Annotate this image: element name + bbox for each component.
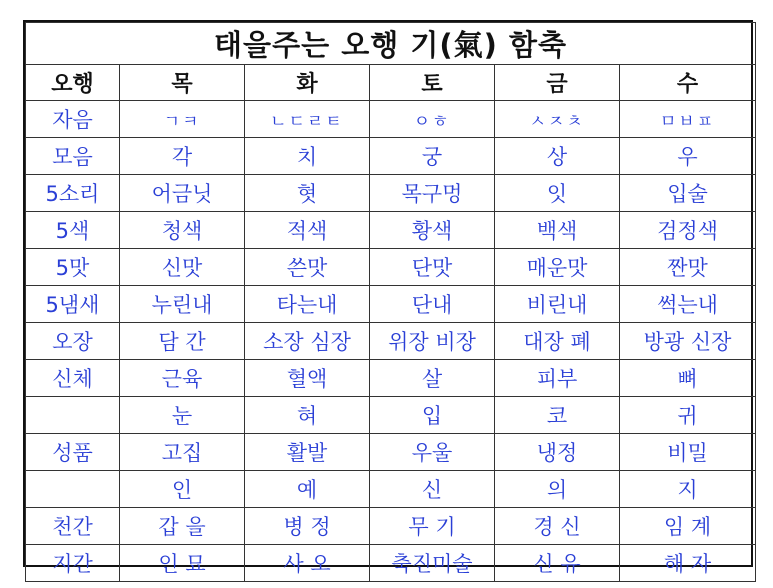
header-cell-wood: 목 xyxy=(120,65,245,101)
table-cell: 우울 xyxy=(370,434,495,471)
table-cell: ㄴㄷㄹㅌ xyxy=(245,101,370,138)
table-cell: 무 기 xyxy=(370,508,495,545)
table-cell: 갑 을 xyxy=(120,508,245,545)
table-row xyxy=(26,212,756,249)
table-cell: 목구멍 xyxy=(370,175,495,212)
row-label xyxy=(26,471,120,508)
table-cell: 치 xyxy=(245,138,370,175)
table-cell: 짠맛 xyxy=(620,249,756,286)
table-cell: 냉정 xyxy=(495,434,620,471)
table-cell: 축진미술 xyxy=(370,545,495,582)
table-cell: 쓴맛 xyxy=(245,249,370,286)
table-cell: 코 xyxy=(495,397,620,434)
table-row xyxy=(26,323,756,360)
table-cell: 위장 비장 xyxy=(370,323,495,360)
table-cell: 해 자 xyxy=(620,545,756,582)
table-cell: 살 xyxy=(370,360,495,397)
table-cell: 입술 xyxy=(620,175,756,212)
table-row xyxy=(26,249,756,286)
table-row xyxy=(26,471,756,508)
table-row xyxy=(26,286,756,323)
header-cell-element: 오행 xyxy=(26,65,120,101)
table-cell: 타는내 xyxy=(245,286,370,323)
table-cell: 누린내 xyxy=(120,286,245,323)
table-cell: 눈 xyxy=(120,397,245,434)
table-cell: 적색 xyxy=(245,212,370,249)
table-cell: 단맛 xyxy=(370,249,495,286)
table-cell: 활발 xyxy=(245,434,370,471)
table-cell: 고집 xyxy=(120,434,245,471)
table-cell: ㅁㅂㅍ xyxy=(620,101,756,138)
row-label: 5소리 xyxy=(26,175,120,212)
table-cell: 신 유 xyxy=(495,545,620,582)
table-cell: ㄱㅋ xyxy=(120,101,245,138)
table-cell: 혓 xyxy=(245,175,370,212)
table-cell: 백색 xyxy=(495,212,620,249)
table-cell: 근육 xyxy=(120,360,245,397)
table-cell: 귀 xyxy=(620,397,756,434)
header-cell-water: 수 xyxy=(620,65,756,101)
table-cell: 단내 xyxy=(370,286,495,323)
row-label: 오장 xyxy=(26,323,120,360)
table-cell: 궁 xyxy=(370,138,495,175)
row-label: 5냄새 xyxy=(26,286,120,323)
five-elements-table xyxy=(23,20,753,576)
row-label: 자음 xyxy=(26,101,120,138)
table-cell: 인 xyxy=(120,471,245,508)
table-cell: 상 xyxy=(495,138,620,175)
table-cell: 혀 xyxy=(245,397,370,434)
row-label: 5색 xyxy=(26,212,120,249)
table-cell: 소장 심장 xyxy=(245,323,370,360)
row-label: 모음 xyxy=(26,138,120,175)
table-cell: 우 xyxy=(620,138,756,175)
table-row xyxy=(26,397,756,434)
table-cell: 신 xyxy=(370,471,495,508)
table-cell: 잇 xyxy=(495,175,620,212)
header-cell-earth: 토 xyxy=(370,65,495,101)
table-row xyxy=(26,508,756,545)
table-cell: 사 오 xyxy=(245,545,370,582)
header-cell-fire: 화 xyxy=(245,65,370,101)
table-row xyxy=(26,360,756,397)
table-cell: 병 정 xyxy=(245,508,370,545)
row-label: 지간 xyxy=(26,545,120,582)
table-title: 태을주는 오행 기(氣) 함축 xyxy=(26,23,756,65)
header-cell-metal: 금 xyxy=(495,65,620,101)
table-cell: 의 xyxy=(495,471,620,508)
table-cell: 담 간 xyxy=(120,323,245,360)
table-cell: ㅇㅎ xyxy=(370,101,495,138)
row-label: 천간 xyxy=(26,508,120,545)
table-cell: 임 계 xyxy=(620,508,756,545)
table-cell: 대장 폐 xyxy=(495,323,620,360)
table-cell: 경 신 xyxy=(495,508,620,545)
row-label: 성품 xyxy=(26,434,120,471)
table-cell: 각 xyxy=(120,138,245,175)
row-label xyxy=(26,397,120,434)
table-cell: 검정색 xyxy=(620,212,756,249)
table-cell: ㅅㅈㅊ xyxy=(495,101,620,138)
table-cell: 청색 xyxy=(120,212,245,249)
table-cell: 비밀 xyxy=(620,434,756,471)
table-cell: 썩는내 xyxy=(620,286,756,323)
table-row xyxy=(26,101,756,138)
table-row xyxy=(26,545,756,582)
table-cell: 혈액 xyxy=(245,360,370,397)
table-cell: 입 xyxy=(370,397,495,434)
table-cell: 신맛 xyxy=(120,249,245,286)
table-cell: 인 묘 xyxy=(120,545,245,582)
row-label: 5맛 xyxy=(26,249,120,286)
table-cell: 어금닛 xyxy=(120,175,245,212)
table-cell: 황색 xyxy=(370,212,495,249)
table-cell: 피부 xyxy=(495,360,620,397)
table-cell: 매운맛 xyxy=(495,249,620,286)
table xyxy=(25,22,756,582)
table-cell: 예 xyxy=(245,471,370,508)
row-label: 신체 xyxy=(26,360,120,397)
table-cell: 지 xyxy=(620,471,756,508)
table-row xyxy=(26,434,756,471)
table-cell: 뼈 xyxy=(620,360,756,397)
table-row xyxy=(26,175,756,212)
table-cell: 비린내 xyxy=(495,286,620,323)
table-row xyxy=(26,138,756,175)
table-cell: 방광 신장 xyxy=(620,323,756,360)
